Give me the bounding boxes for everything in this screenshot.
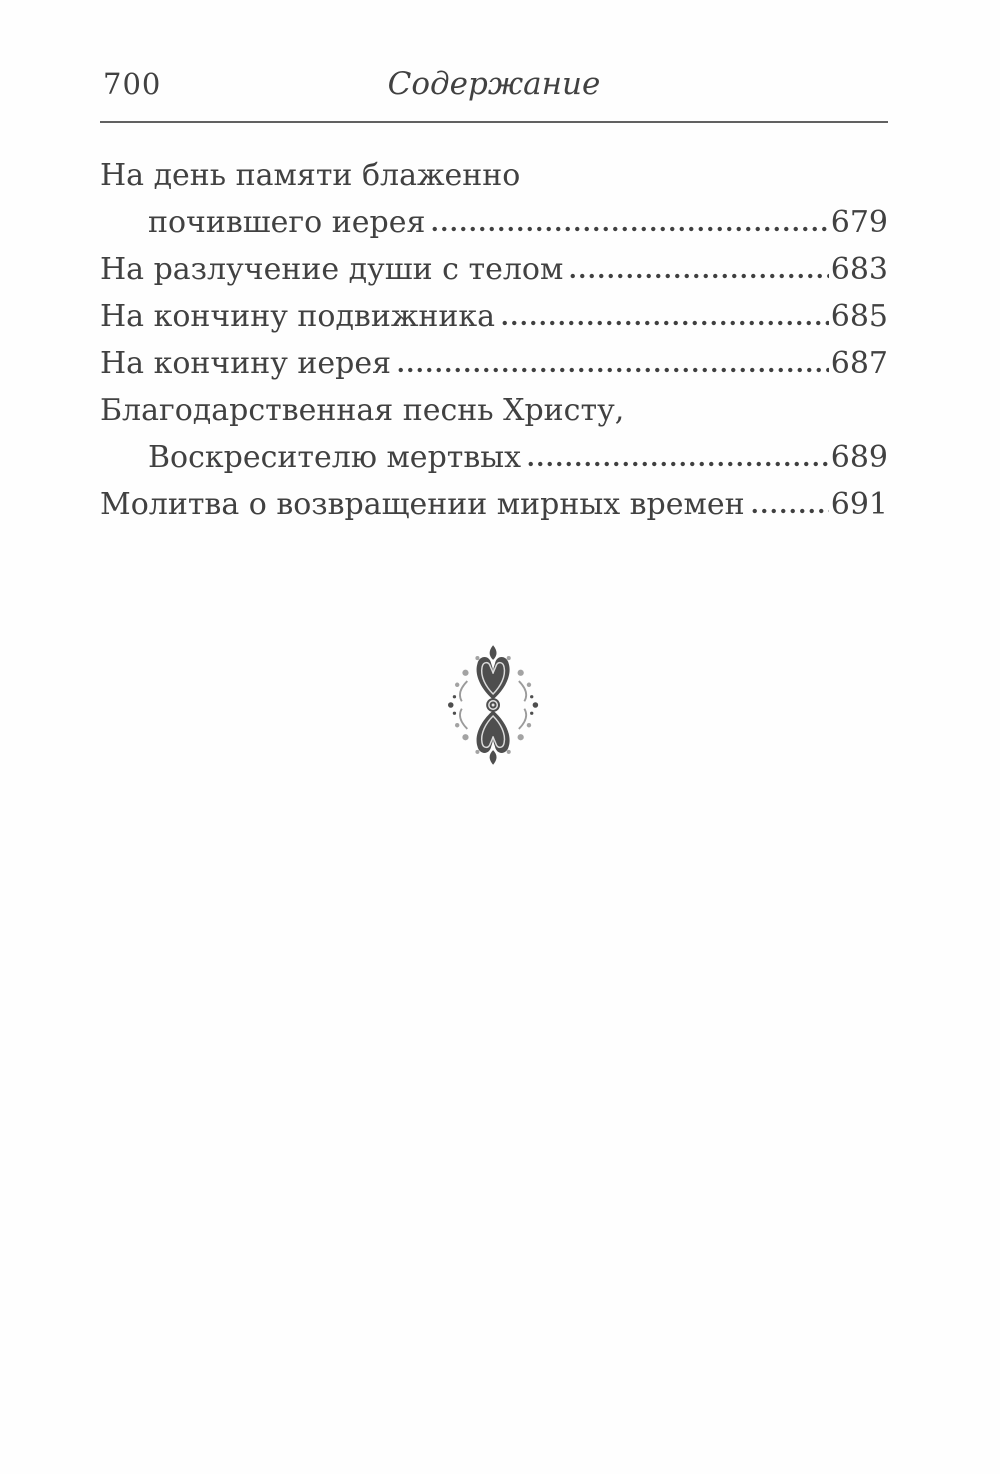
- toc-entry-line: [100, 340, 888, 387]
- toc-entry-title: На кончину подвижника: [100, 299, 496, 334]
- toc-entry-title: Благодарственная песнь Христу,: [100, 393, 625, 428]
- dot-leader: [430, 226, 828, 232]
- dot-leader: [396, 367, 829, 373]
- toc-entry-page: 679: [830, 205, 888, 240]
- header-rule: [100, 121, 888, 123]
- toc-entry-line: [100, 434, 888, 481]
- toc-entry-line: [100, 152, 888, 199]
- running-title: Содержание: [387, 66, 601, 102]
- toc-entry-page: 691: [830, 487, 888, 522]
- toc-entry-title: Молитва о возвращении мирных времен: [100, 487, 745, 522]
- toc-entry-title: почившего иерея: [148, 205, 426, 240]
- toc-entry: [100, 387, 888, 481]
- dot-leader: [568, 273, 828, 279]
- toc-entry-page: 685: [830, 299, 888, 334]
- toc-entry-page: 683: [830, 252, 888, 287]
- toc-entry-title: На кончину иерея: [100, 346, 392, 381]
- toc-entry-line: [100, 481, 888, 528]
- floral-cross-ornament-icon: [447, 642, 539, 768]
- folio-page-number: 700: [103, 67, 162, 101]
- table-of-contents: [100, 152, 888, 528]
- toc-entry-line: [100, 199, 888, 246]
- dot-leader: [500, 320, 829, 326]
- toc-entry-title: Воскресителю мертвых: [148, 440, 522, 475]
- toc-entry-line: [100, 246, 888, 293]
- toc-entry: [100, 481, 888, 528]
- toc-entry: [100, 293, 888, 340]
- toc-entry: [100, 246, 888, 293]
- toc-entry-line: [100, 387, 888, 434]
- toc-entry: [100, 340, 888, 387]
- toc-entry-line: [100, 293, 888, 340]
- toc-entry-title: На разлучение души с телом: [100, 252, 564, 287]
- dot-leader: [526, 461, 829, 467]
- toc-entry-page: 689: [830, 440, 888, 475]
- dot-leader: [750, 508, 829, 514]
- toc-entry-title: На день памяти блаженно: [100, 158, 521, 193]
- toc-entry: [100, 152, 888, 246]
- toc-entry-page: 687: [830, 346, 888, 381]
